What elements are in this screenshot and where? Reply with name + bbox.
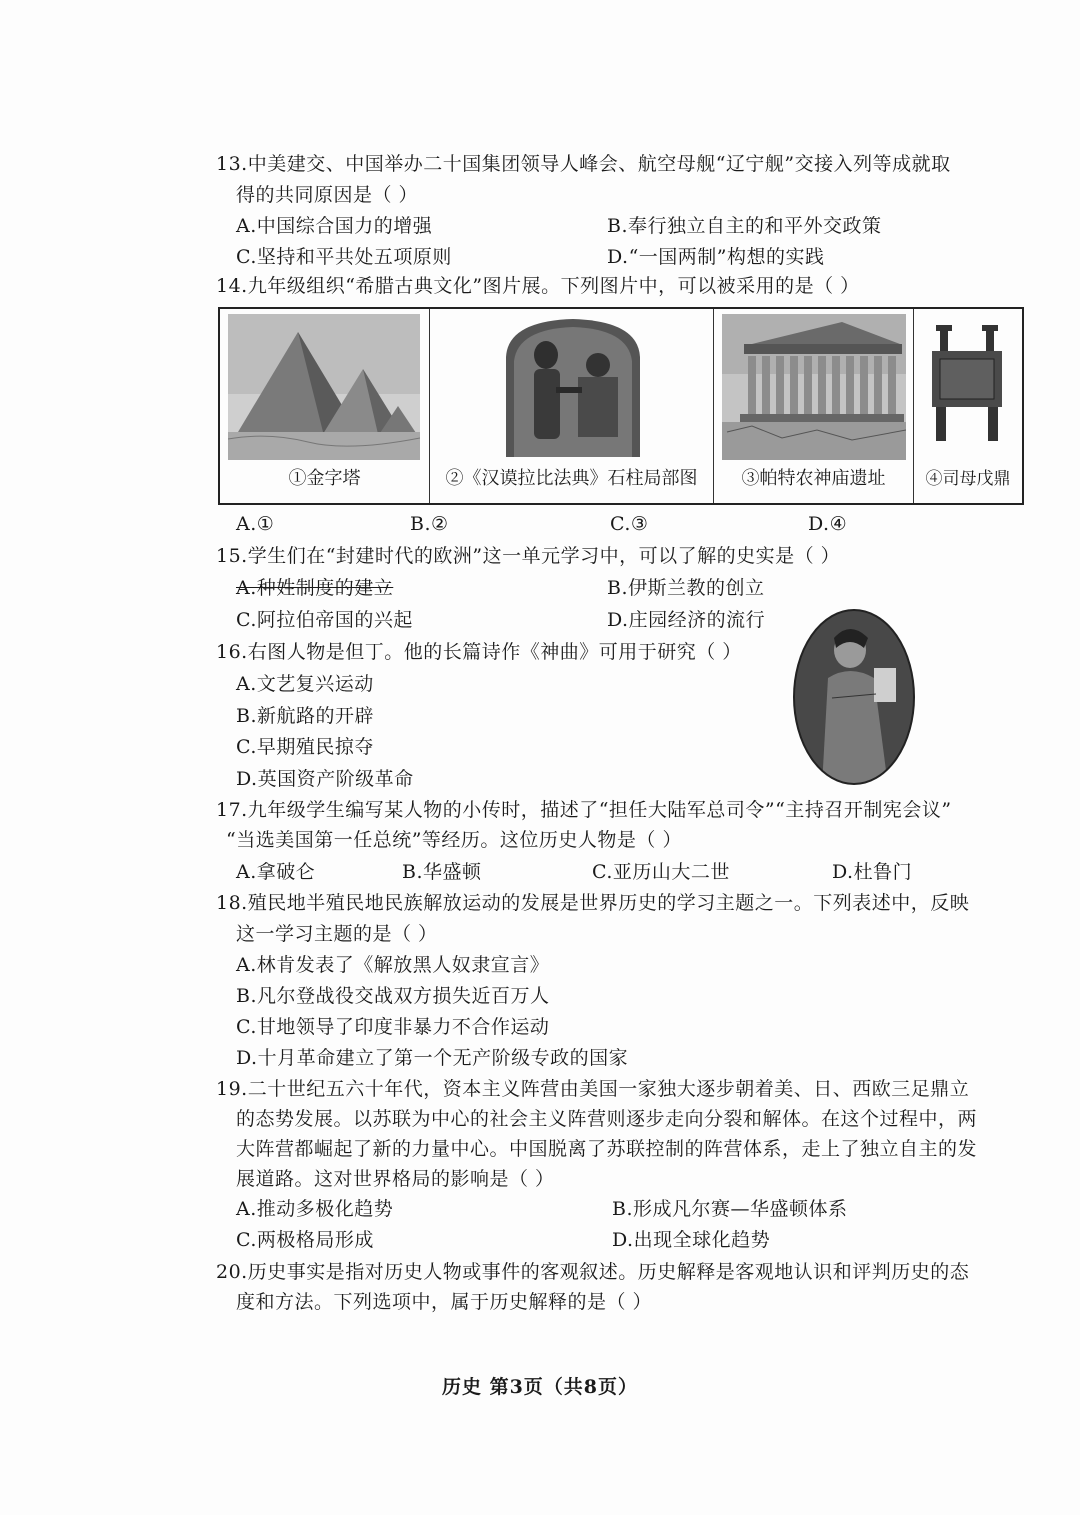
ding-vessel-image [926, 323, 1008, 443]
q14-option-b: B.② [410, 513, 449, 535]
q19-stem-line3: 大阵营都崛起了新的力量中心。中国脱离了苏联控制的阵营体系，走上了独立自主的发 [236, 1138, 978, 1160]
dante-portrait-image [792, 608, 916, 786]
q17-option-a: A.拿破仑 [236, 861, 316, 883]
q13-option-c: C.坚持和平共处五项原则 [236, 246, 452, 268]
q13-stem-line1: 13.中美建交、中国举办二十国集团领导人峰会、航空母舰“辽宁舰”交接入列等成就取 [216, 153, 951, 175]
q14-cell-hammurabi [430, 309, 714, 503]
q15-option-c: C.阿拉伯帝国的兴起 [236, 609, 413, 631]
q18-option-b: B.凡尔登战役交战双方损失近百万人 [236, 985, 550, 1007]
page-footer: 历史 第3页（共8页） [441, 1376, 639, 1398]
q19-option-a: A.推动多极化趋势 [236, 1198, 394, 1220]
q16-option-d: D.英国资产阶级革命 [236, 768, 414, 790]
q18-stem-line1: 18.殖民地半殖民地民族解放运动的发展是世界历史的学习主题之一。下列表述中，反映 [216, 892, 970, 914]
q14-stem-line1: 14.九年级组织“希腊古典文化”图片展。下列图片中，可以被采用的是（ ） [216, 275, 860, 297]
q14-option-d: D.④ [808, 513, 848, 535]
q19-option-b: B.形成凡尔赛—华盛顿体系 [612, 1198, 848, 1220]
q18-option-d: D.十月革命建立了第一个无产阶级专政的国家 [236, 1047, 629, 1069]
q13-option-b: B.奉行独立自主的和平外交政策 [607, 215, 882, 237]
q19-stem-line4: 展道路。这对世界格局的影响是（ ） [236, 1168, 555, 1190]
q14-caption-1: ①金字塔 [288, 468, 361, 489]
q19-option-c: C.两极格局形成 [236, 1229, 374, 1251]
parthenon-image [722, 314, 906, 460]
q18-stem-line2: 这一学习主题的是（ ） [236, 923, 438, 945]
q16-stem-line1: 16.右图人物是但丁。他的长篇诗作《神曲》可用于研究（ ） [216, 641, 742, 663]
q16-option-b: B.新航路的开辟 [236, 705, 375, 727]
q18-option-a: A.林肯发表了《解放黑人奴隶宣言》 [236, 954, 550, 976]
q14-option-a: A.① [236, 513, 275, 535]
q17-stem-line2: “当选美国第一任总统”等经历。这位历史人物是（ ） [226, 829, 682, 851]
q15-option-d: D.庄园经济的流行 [607, 609, 766, 631]
q17-option-d: D.杜鲁门 [832, 861, 913, 883]
q20-stem-line2: 度和方法。下列选项中，属于历史解释的是（ ） [236, 1291, 653, 1313]
q17-option-b: B.华盛顿 [402, 861, 482, 883]
q16-option-c: C.早期殖民掠夺 [236, 736, 374, 758]
q19-stem-line2: 的态势发展。以苏联为中心的社会主义阵营则逐步走向分裂和解体。在这个过程中，两 [236, 1108, 978, 1130]
q20-stem-line1: 20.历史事实是指对历史人物或事件的客观叙述。历史解释是客观地认识和评判历史的态 [216, 1261, 970, 1283]
q14-image-table [218, 307, 1024, 505]
q14-caption-3: ③帕特农神庙遗址 [741, 468, 886, 489]
q16-option-a: A.文艺复兴运动 [236, 673, 374, 695]
q14-caption-4: ④司母戊鼎 [925, 469, 1011, 489]
q15-option-a: A.种姓制度的建立 [236, 577, 394, 599]
q15-option-b: B.伊斯兰教的创立 [607, 577, 765, 599]
q19-stem-line1: 19.二十世纪五六十年代，资本主义阵营由美国一家独大逐步朝着美、日、西欧三足鼎立 [216, 1078, 970, 1100]
q18-option-c: C.甘地领导了印度非暴力不合作运动 [236, 1016, 550, 1038]
q14-cell-ding [914, 309, 1022, 503]
q15-stem-line1: 15.学生们在“封建时代的欧洲”这一单元学习中，可以了解的史实是（ ） [216, 545, 841, 567]
q13-option-d: D.“一国两制”构想的实践 [607, 246, 825, 268]
q13-stem-line2: 得的共同原因是（ ） [236, 184, 419, 206]
q17-stem-line1: 17.九年级学生编写某人物的小传时，描述了“担任大陆军总司令”“主持召开制宪会议” [216, 799, 952, 821]
q14-option-c: C.③ [610, 513, 649, 535]
q13-option-a: A.中国综合国力的增强 [236, 215, 433, 237]
q14-cell-pyramid [220, 309, 430, 503]
pyramid-image [228, 314, 420, 460]
q19-option-d: D.出现全球化趋势 [612, 1229, 771, 1251]
hammurabi-stele-image [498, 317, 648, 457]
q14-caption-2: ②《汉谟拉比法典》石柱局部图 [445, 468, 698, 489]
q14-cell-parthenon [714, 309, 914, 503]
q17-option-c: C.亚历山大二世 [592, 861, 730, 883]
